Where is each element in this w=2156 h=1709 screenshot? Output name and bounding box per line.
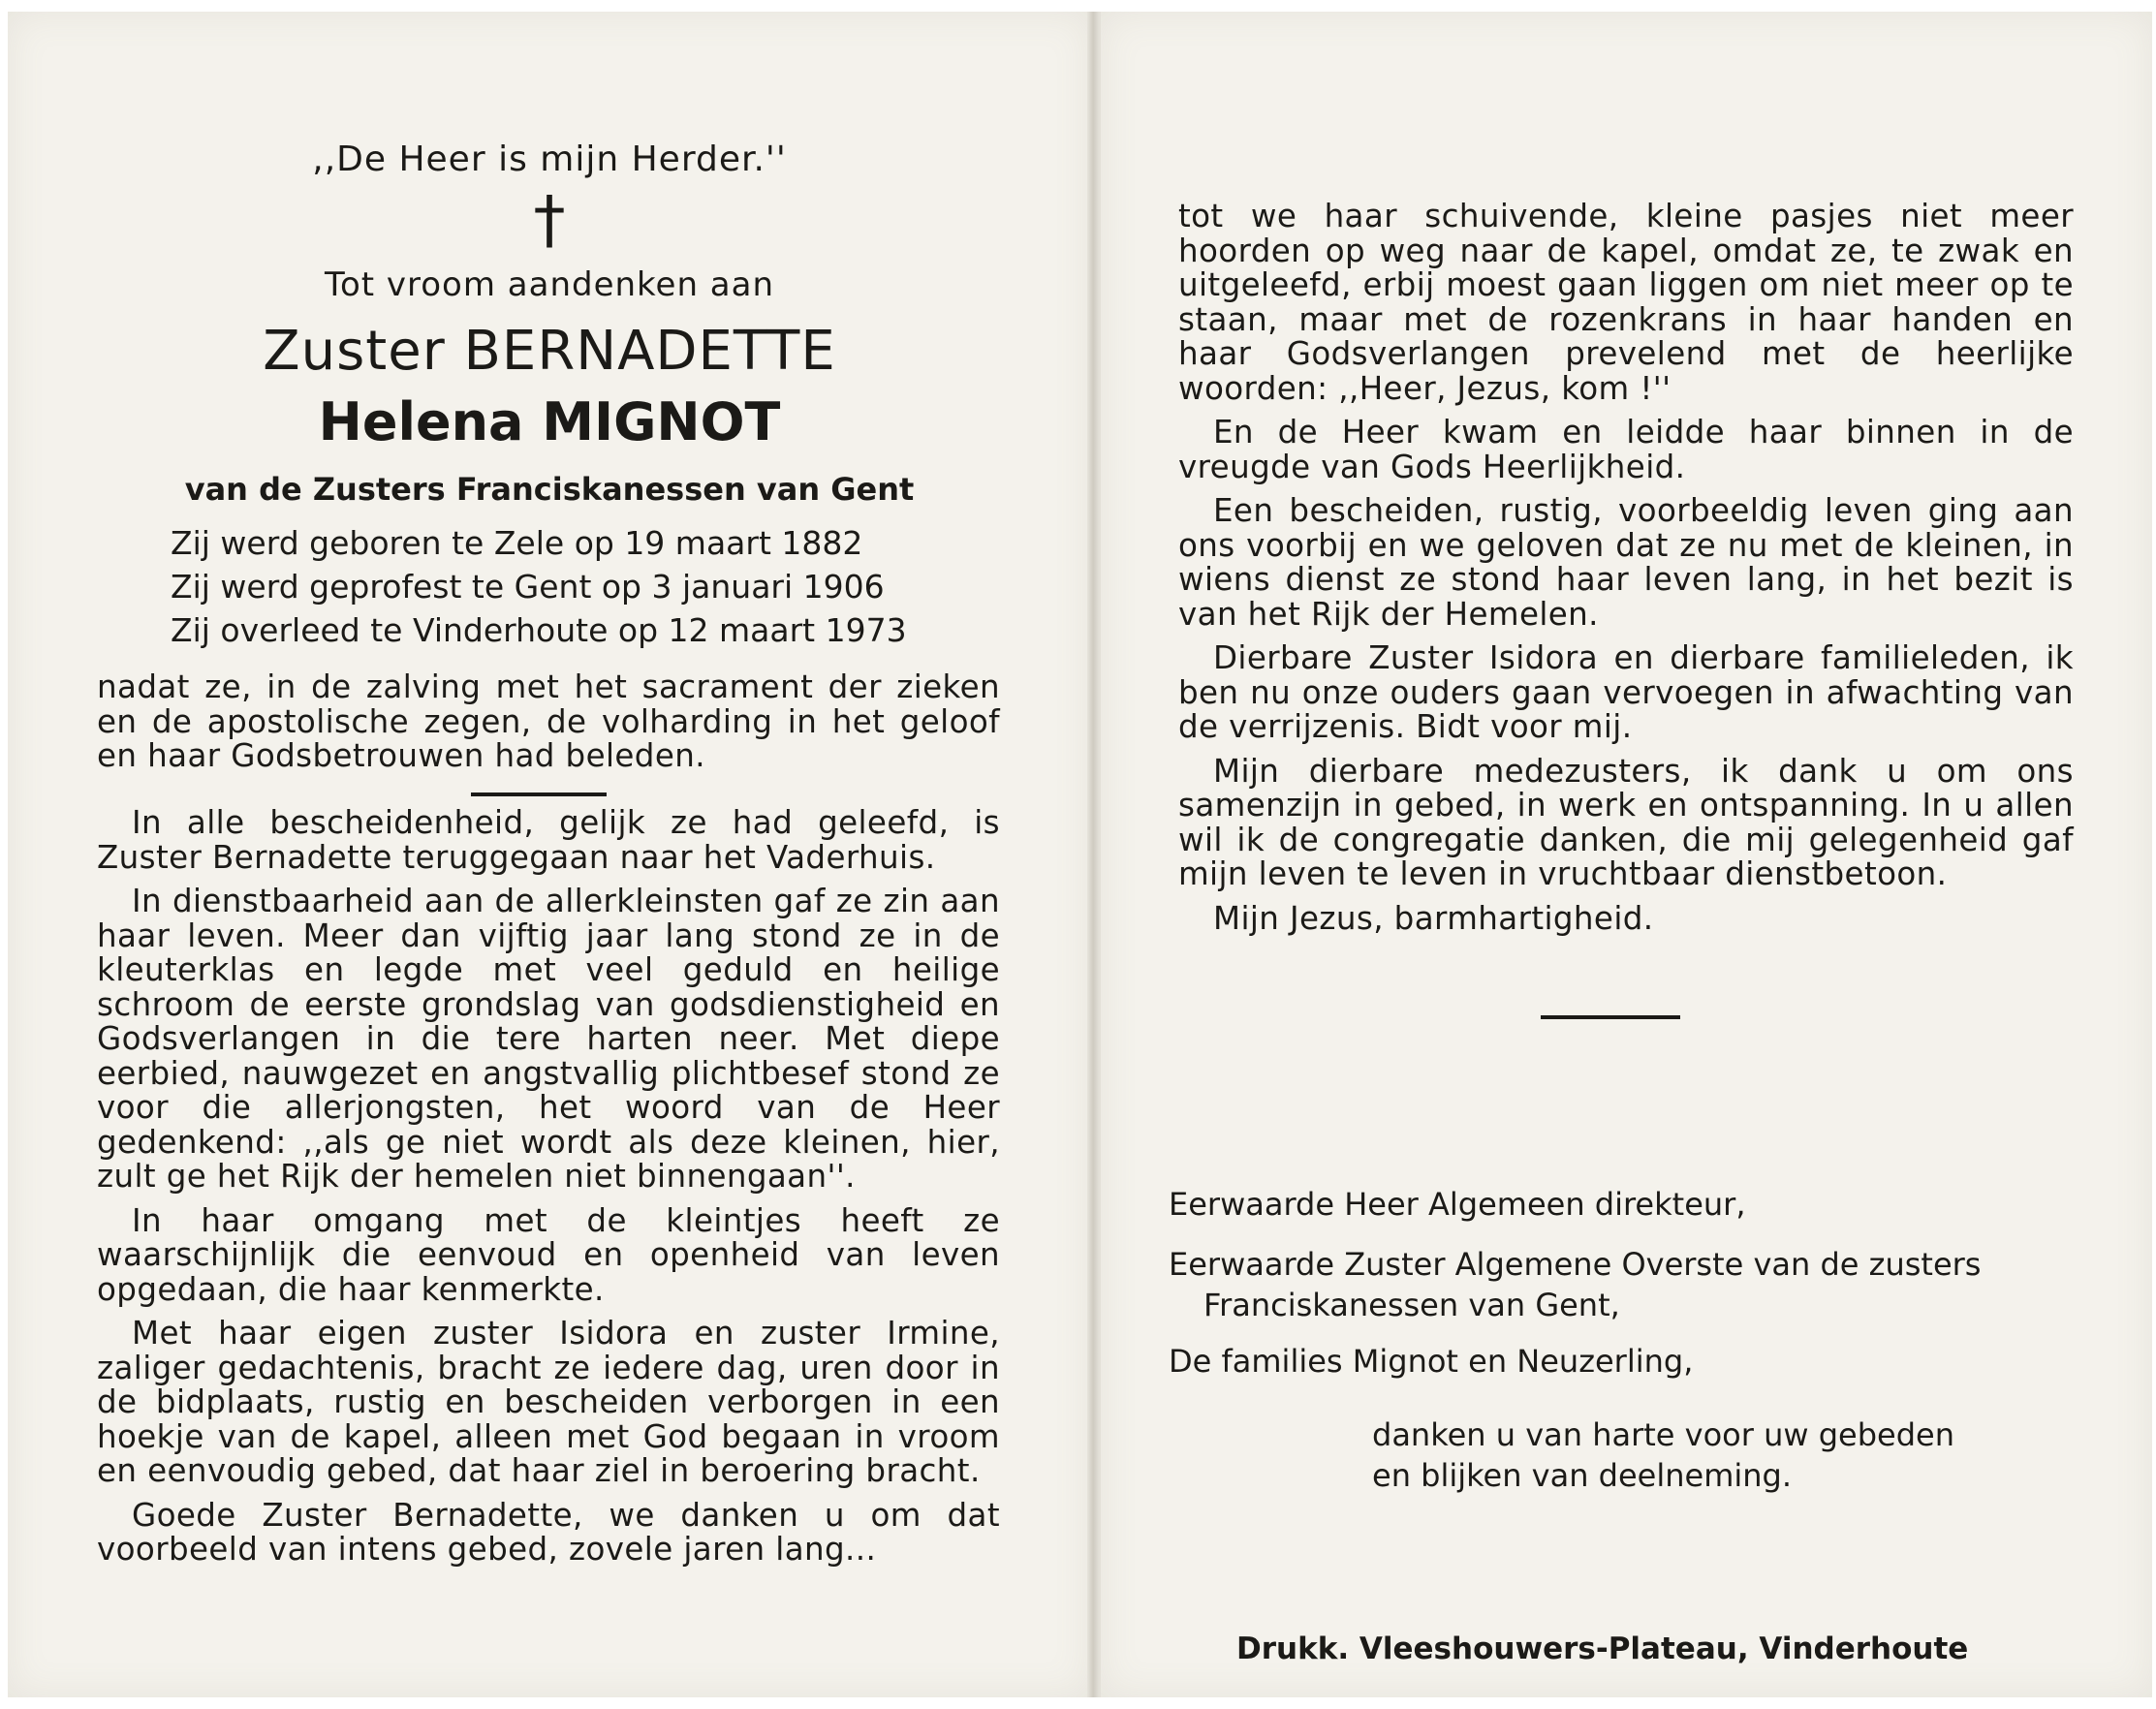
paragraph: En de Heer kwam en leidde haar binnen in de vreugde van Gods Heerlijkheid. bbox=[1178, 414, 2074, 485]
divider bbox=[471, 792, 607, 796]
thanks-line: Franciskanessen van Gent, bbox=[1203, 1287, 1620, 1323]
thanks-line: Eerwaarde Zuster Algemene Overste van de zusters bbox=[1169, 1246, 1982, 1283]
religious-name: Zuster BERNADETTE bbox=[263, 320, 836, 383]
birth-fact: Zij werd geboren te Zele op 19 maart 1882 bbox=[171, 524, 863, 562]
paragraph: Dierbare Zuster Isidora en dierbare familieleden, ik ben nu onze ouders gaan vervoegen in afwachting van de verrijzenis. Bidt voor mij. bbox=[1178, 639, 2074, 745]
divider bbox=[1541, 1015, 1680, 1019]
paragraph: Mijn dierbare medezusters, ik dank u om ons samenzijn in gebed, in werk en ontspanning. In u allen wil ik de congregatie danken, die mij gelegenheid gaf mijn leven te leven in vruchtbaar dienstbetoon. bbox=[1178, 752, 2074, 892]
thanks-line: De families Mignot en Neuzerling, bbox=[1169, 1343, 1694, 1380]
paragraph: Met haar eigen zuster Isidora en zuster Irmine, zaliger gedachtenis, bracht ze iedere dag, uren door in de bidplaats, rustig en bescheiden verborgen in een hoekje van de kapel, alleen met God begaan in vroom en eenvoudig gebed, dat haar ziel in beroering bracht. bbox=[97, 1315, 1000, 1489]
right-body bbox=[1178, 200, 2074, 946]
congregation: van de Zusters Franciskanessen van Gent bbox=[184, 471, 915, 508]
life-facts bbox=[171, 521, 1004, 652]
paragraph: Mijn Jezus, barmhartigheid. bbox=[1213, 899, 1654, 937]
cross-icon: † bbox=[533, 182, 566, 257]
paragraph: nadat ze, in de zalving met het sacrament der zieken en de apostolische zegen, de volharding in het geloof en haar Godsbetrouwen had beleden. bbox=[97, 668, 1000, 774]
motto: ,,De Heer is mijn Herder.'' bbox=[312, 140, 787, 179]
death-fact: Zij overleed te Vinderhoute op 12 maart 1973 bbox=[171, 611, 907, 649]
paragraph: Een bescheiden, rustig, voorbeeldig leven ging aan ons voorbij en we geloven dat ze nu met de kleinen, in wiens dienst ze stond haar leven lang, in het bezit is van het Rijk der Hemelen. bbox=[1178, 492, 2074, 633]
paragraph: Goede Zuster Bernadette, we danken u om dat voorbeeld van intens gebed, zovele jaren lang... bbox=[97, 1496, 1000, 1568]
right-page bbox=[1099, 12, 2152, 1697]
left-page bbox=[8, 12, 1097, 1697]
thanks-line: danken u van harte voor uw gebeden bbox=[1372, 1416, 1954, 1453]
sacrament-text bbox=[97, 670, 1000, 784]
paragraph: tot we haar schuivende, kleine pasjes niet meer hoorden op weg naar de kapel, omdat ze, te zwak en uitgeleefd, erbij moest gaan liggen om niet meer op te staan, maar met de rozenkrans in haar handen en haar Godsverlangen prevelend met de heerlijke woorden: ,,Heer, Jezus, kom !'' bbox=[1178, 198, 2074, 407]
paragraph: In haar omgang met de kleintjes heeft ze waarschijnlijk die eenvoud en openheid van leven opgedaan, die haar kenmerkte. bbox=[97, 1201, 1000, 1308]
left-body bbox=[97, 806, 1000, 1577]
printer-credit: Drukk. Vleeshouwers-Plateau, Vinderhoute bbox=[1236, 1631, 1969, 1666]
paragraph: In dienstbaarheid aan de allerkleinsten gaf ze zin aan haar leven. Meer dan vijftig jaar lang stond ze in de kleuterklas en legde met veel geduld en heilige schroom de eerste grondslag van godsdienstigheid en Godsverlangen in die tere harten neer. Met diepe eerbied, nauwgezet en angstvallig plichtbesef stond ze voor die allerjongsten, het woord van de Heer gedenkend: ,,als ge niet wordt als deze kleinen, hier, zult ge het Rijk der hemelen niet binnengaan''. bbox=[97, 883, 1000, 1195]
paragraph: In alle bescheidenheid, gelijk ze had geleefd, is Zuster Bernadette teruggegaan naar het Vaderhuis. bbox=[97, 804, 1000, 876]
profession-fact: Zij werd geprofest te Gent op 3 januari 1906 bbox=[171, 568, 885, 606]
thanks-line: Eerwaarde Heer Algemeen direkteur, bbox=[1169, 1186, 1746, 1223]
civil-name: Helena MIGNOT bbox=[318, 391, 781, 452]
intro-line: Tot vroom aandenken aan bbox=[324, 265, 775, 304]
thanks-line: en blijken van deelneming. bbox=[1372, 1457, 1793, 1494]
